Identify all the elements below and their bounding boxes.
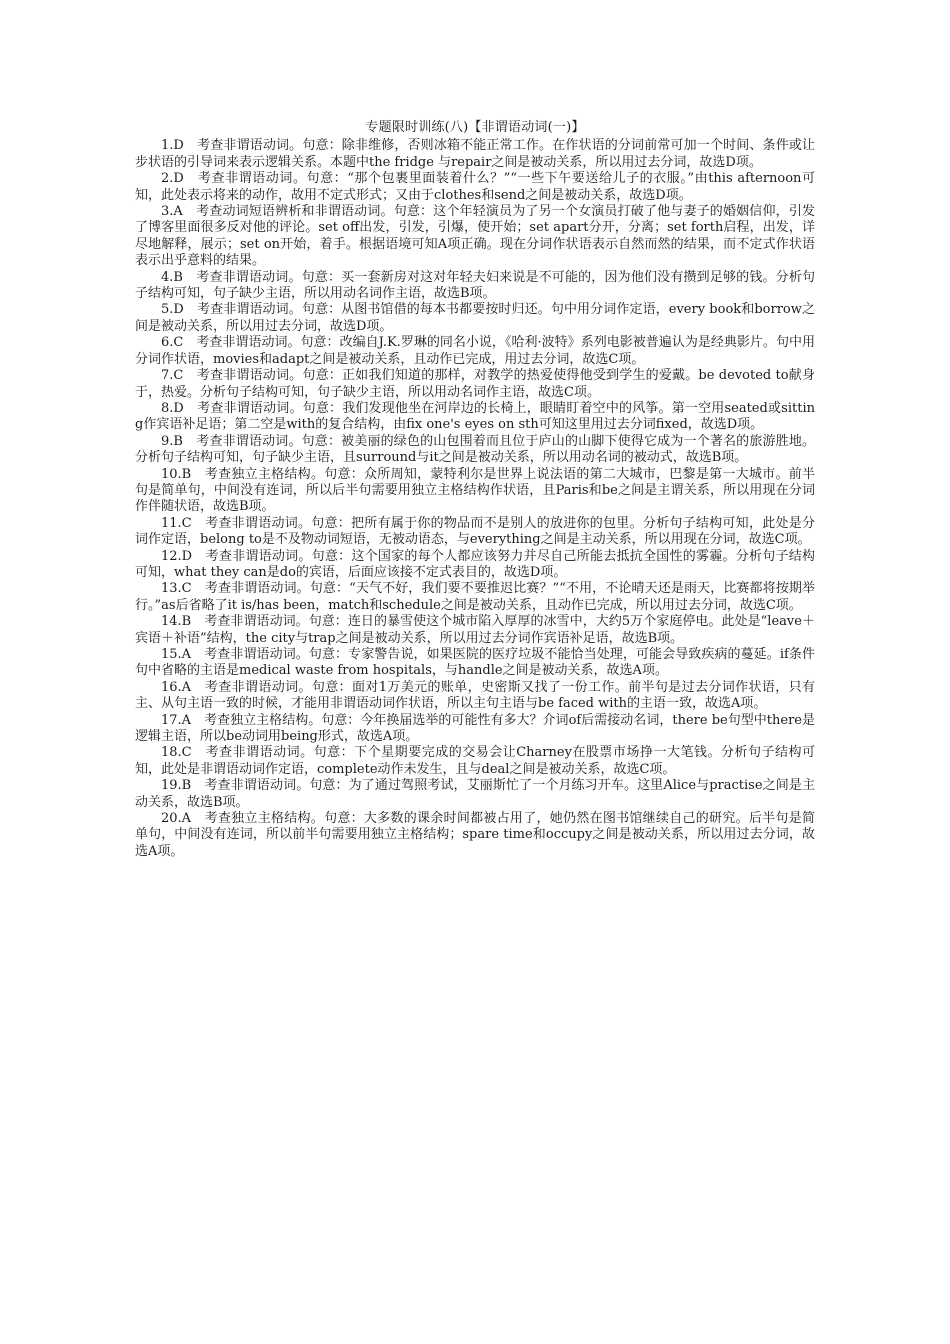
answer-item-20: 20.A 考查独立主格结构。句意：大多数的课余时间都被占用了，她仍然在图书馆继续自己的研究。后半句是简单句，中间没有连词，所以前半句需要用独立主格结构；spare time和occupy之间是被动关系，所以用过去分词，故选A项。 — [135, 811, 815, 859]
answer-item-2: 2.D 考查非谓语动词。句意：“那个包裹里面装着什么？”“一些下午要送给儿子的衣服。”由this afternoon可知，此处表示将来的动作，故用不定式形式；又由于clothes和send之间是被动关系，故选D项。 — [135, 171, 815, 203]
answer-item-18: 18.C 考查非谓语动词。句意：下个星期要完成的交易会让Charney在股票市场挣一大笔钱。分析句子结构可知，此处是非谓语动词作定语，complete动作未发生，且与deal之间是被动关系，故选C项。 — [135, 745, 815, 777]
document-title: 专题限时训练(八)【非谓语动词(一)】 — [365, 120, 585, 135]
answer-item-13: 13.C 考查非谓语动词。句意：“天气不好，我们要不要推迟比赛？”“不用，不论晴天还是雨天，比赛都将按期举行。”as后省略了it is/has been，match和schedule之间是被动关系，且动作已完成，所以用过去分词，故选C项。 — [135, 581, 815, 613]
answer-item-7: 7.C 考查非谓语动词。句意：正如我们知道的那样，对教学的热爱使得他受到学生的爱戴。be devoted to献身于，热爱。分析句子结构可知，句子缺少主语，所以用动名词作主语，故选C项。 — [135, 368, 815, 400]
answer-item-12: 12.D 考查非谓语动词。句意：这个国家的每个人都应该努力并尽自己所能去抵抗全国性的雾霾。分析句子结构可知，what they can是do的宾语，后面应该接不定式表目的，故选D项。 — [135, 548, 815, 580]
answer-item-16: 16.A 考查非谓语动词。句意：面对1万美元的账单，史密斯又找了一份工作。前半句是过去分词作状语，只有主、从句主语一致的时候，才能用非谓语动词作状语，所以主句主语与be faced with的主语一致，故选A项。 — [135, 679, 815, 712]
answer-item-3: 3.A 考查动词短语辨析和非谓语动词。句意：这个年轻演员为了另一个女演员打破了他与妻子的婚姻信仰，引发了博客里面很多反对他的评论。set off出发，引发，引爆，使开始；set apart分开，分离；set forth启程，出发，详尽地解释，展示；set on开始，着手。根据语境可知A项正确。现在分词作状语表示自然而然的结果，而不定式作状语表示出乎意料的结果。 — [135, 204, 815, 269]
answer-item-9: 9.B 考查非谓语动词。句意：被美丽的绿色的山包围着而且位于庐山的山脚下使得它成为一个著名的旅游胜地。分析句子结构可知，句子缺少主语，且surround与it之间是被动关系，所以用动名词的被动式，故选B项。 — [135, 433, 815, 466]
answer-item-8: 8.D 考查非谓语动词。句意：我们发现他坐在河岸边的长椅上，眼睛盯着空中的风筝。第一空用seated或sitting作宾语补足语；第二空是with的复合结构，由fix one's eyes on sth可知这里用过去分词fixed，故选D项。 — [135, 400, 815, 433]
answer-item-15: 15.A 考查非谓语动词。句意：专家警告说，如果医院的医疗垃圾不能恰当处理，可能会导致疾病的蔓延。if条件句中省略的主语是medical waste from hospitals，与handle之间是被动关系，故选A项。 — [135, 647, 815, 679]
answer-item-6: 6.C 考查非谓语动词。句意：改编自J.K.罗琳的同名小说，《哈利·波特》系列电影被普遍认为是经典影片。句中用分词作状语，movies和adapt之间是被动关系，且动作已完成，用过去分词，故选C项。 — [135, 335, 815, 367]
answer-item-5: 5.D 考查非谓语动词。句意：从图书馆借的每本书都要按时归还。句中用分词作定语，every book和borrow之间是被动关系，所以用过去分词，故选D项。 — [135, 302, 815, 334]
answer-item-1: 1.D 考查非谓语动词。句意：除非维修，否则冰箱不能正常工作。在作状语的分词前常可加一个时间、条件或让步状语的引导词来表示逻辑关系。本题中the fridge 与repair之间是被动关系，所以用过去分词，故选D项。 — [135, 138, 815, 170]
answer-item-19: 19.B 考查非谓语动词。句意：为了通过驾照考试，艾丽斯忙了一个月练习开车。这里Alice与practise之间是主动关系，故选B项。 — [135, 778, 815, 810]
document-body — [135, 120, 815, 860]
answer-item-11: 11.C 考查非谓语动词。句意：把所有属于你的物品而不是别人的放进你的包里。分析句子结构可知，此处是分词作定语，belong to是不及物动词短语，无被动语态，与everything之间是主动关系，所以用现在分词，故选C项。 — [135, 515, 815, 548]
answer-item-14: 14.B 考查非谓语动词。句意：连日的暴雪使这个城市陷入厚厚的冰雪中，大约5万个家庭停电。此处是“leave＋宾语＋补语”结构，the city与trap之间是被动关系，所以用过去分词作宾语补足语，故选B项。 — [135, 614, 815, 646]
answer-item-10: 10.B 考查独立主格结构。句意：众所周知，蒙特利尔是世界上说法语的第二大城市，巴黎是第一大城市。前半句是简单句，中间没有连词，所以后半句需要用独立主格结构作状语，且Paris和be之间是主谓关系，所以用现在分词作伴随状语，故选B项。 — [135, 466, 815, 515]
answer-item-4: 4.B 考查非谓语动词。句意：买一套新房对这对年轻夫妇来说是不可能的，因为他们没有攒到足够的钱。分析句子结构可知，句子缺少主语，所以用动名词作主语，故选B项。 — [135, 269, 815, 302]
answer-item-17: 17.A 考查独立主格结构。句意：今年换届选举的可能性有多大？介词of后需接动名词，there be句型中there是逻辑主语，所以be动词用being形式，故选A项。 — [135, 712, 815, 745]
